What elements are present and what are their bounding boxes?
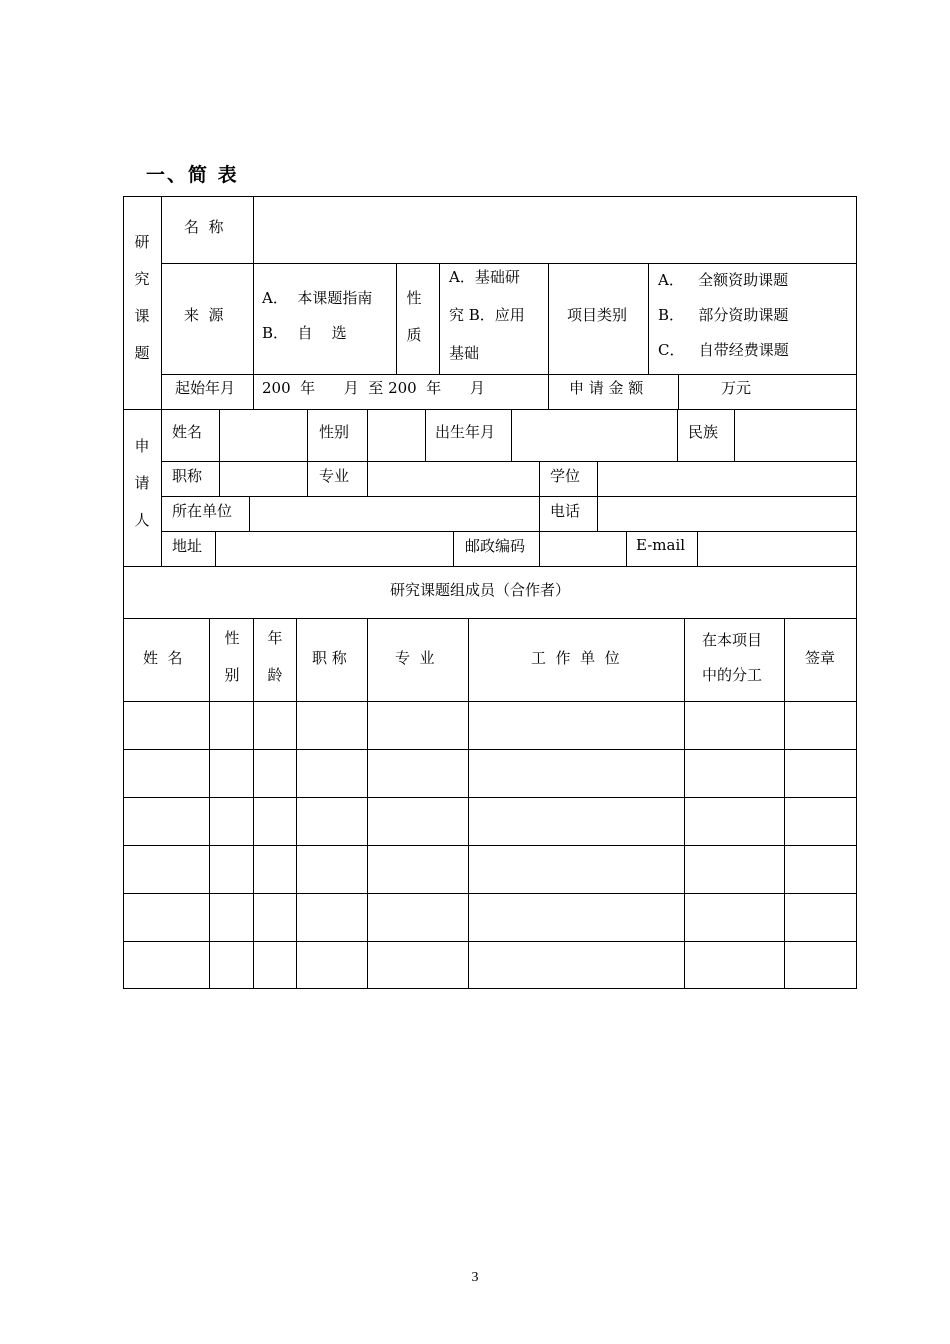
nature-label: 性质	[406, 289, 422, 344]
applicant-degree-label: 学位	[550, 467, 581, 485]
members-col-title: 职 称	[312, 649, 347, 667]
applicant-degree-field[interactable]	[599, 463, 855, 495]
topic-name-label: 名 称	[184, 218, 224, 236]
members-table-row[interactable]	[124, 702, 856, 749]
period-label: 起始年月	[175, 379, 236, 397]
applicant-birth-field[interactable]	[513, 411, 676, 460]
applicant-title-label: 职称	[172, 467, 203, 485]
members-table-row[interactable]	[124, 750, 856, 797]
category-option-b[interactable]: B． 部分资助课题	[658, 306, 789, 324]
amount-unit: 万元	[721, 379, 752, 397]
members-col-age: 年龄	[267, 629, 283, 684]
source-option-a[interactable]: A． 本课题指南	[262, 289, 373, 307]
applicant-email-field[interactable]	[699, 533, 855, 565]
applicant-org-field[interactable]	[251, 498, 538, 530]
members-table-row[interactable]	[124, 798, 856, 845]
applicant-gender-label: 性别	[319, 423, 350, 441]
members-table-row[interactable]	[124, 942, 856, 988]
topic-name-field[interactable]	[255, 198, 855, 262]
page-title: 一、简 表	[146, 164, 239, 186]
members-table-row[interactable]	[124, 846, 856, 893]
members-col-role-line1: 在本项目	[702, 631, 763, 649]
applicant-phone-label: 电话	[550, 502, 581, 520]
applicant-org-label: 所在单位	[172, 502, 233, 520]
applicant-email-label: E-mail	[636, 536, 686, 554]
topic-group-label: 研究课题	[134, 233, 150, 362]
members-col-role-line2: 中的分工	[702, 666, 763, 684]
applicant-ethnicity-label: 民族	[688, 423, 719, 441]
applicant-title-field[interactable]	[221, 463, 306, 495]
nature-option-line2[interactable]: 究 B．应用	[449, 306, 525, 324]
page-number: 3	[471, 1270, 479, 1285]
nature-option-line1[interactable]: A．基础研	[449, 268, 520, 286]
applicant-major-field[interactable]	[369, 463, 538, 495]
nature-option-line3[interactable]: 基础	[449, 344, 480, 362]
category-option-a[interactable]: A． 全额资助课题	[658, 271, 789, 289]
category-option-c[interactable]: C． 自带经费课题	[658, 341, 789, 359]
applicant-postcode-field[interactable]	[541, 533, 625, 565]
applicant-address-label: 地址	[172, 537, 203, 555]
applicant-group-label: 申请人	[134, 437, 150, 529]
category-label: 项目类别	[567, 306, 628, 324]
applicant-name-label: 姓名	[172, 423, 203, 441]
applicant-ethnicity-field[interactable]	[736, 411, 855, 460]
applicant-gender-field[interactable]	[369, 411, 424, 460]
members-col-org: 工 作 单 位	[531, 649, 620, 667]
members-col-name: 姓 名	[143, 649, 183, 667]
source-label: 来 源	[184, 306, 224, 324]
amount-label: 申 请 金 额	[569, 379, 644, 397]
applicant-postcode-label: 邮政编码	[465, 537, 526, 555]
source-option-b[interactable]: B． 自 选	[262, 324, 347, 342]
applicant-birth-label: 出生年月	[435, 423, 496, 441]
applicant-name-field[interactable]	[221, 411, 306, 460]
members-col-gender: 性别	[224, 629, 240, 684]
applicant-major-label: 专业	[319, 467, 350, 485]
applicant-phone-field[interactable]	[599, 498, 855, 530]
applicant-address-field[interactable]	[217, 533, 452, 565]
members-col-major: 专 业	[395, 649, 435, 667]
period-value[interactable]: 200 年 月 至 200 年 月	[262, 379, 485, 397]
members-table-row[interactable]	[124, 894, 856, 941]
members-col-sign: 签章	[805, 649, 836, 667]
members-section-title: 研究课题组成员（合作者）	[390, 581, 571, 599]
